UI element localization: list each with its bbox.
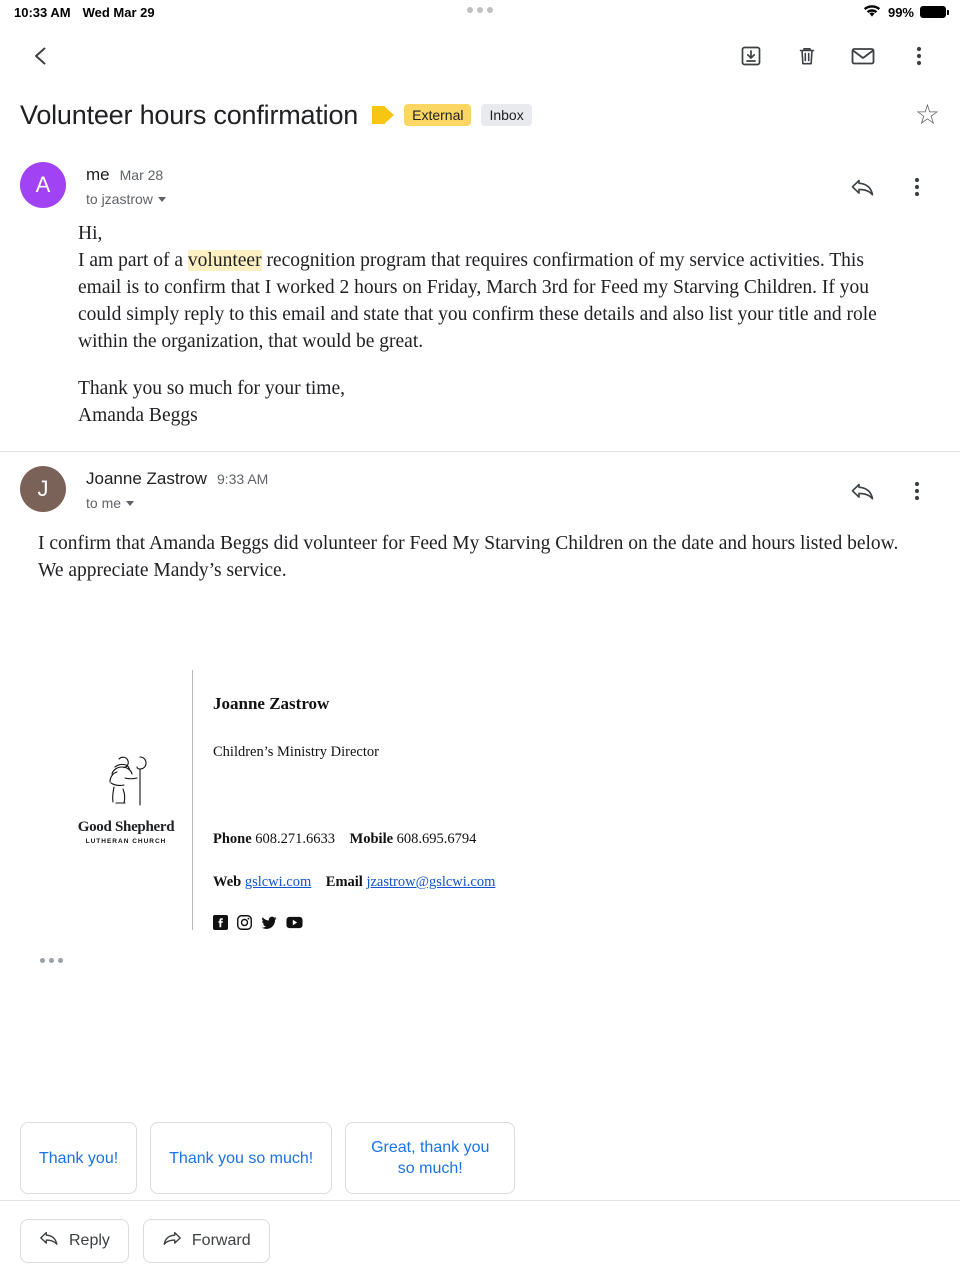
email-label: Email	[325, 874, 363, 890]
forward-button[interactable]	[143, 1219, 270, 1263]
reply-icon[interactable]	[840, 468, 886, 514]
status-date: Wed Mar 29	[82, 4, 155, 20]
church-subtitle: LUTHERAN CHURCH	[85, 838, 167, 845]
message-first	[0, 148, 960, 451]
more-options-icon[interactable]	[894, 164, 940, 210]
message-header	[20, 452, 940, 514]
mobile-label: Mobile	[349, 831, 394, 847]
reply-button[interactable]	[20, 1219, 129, 1263]
signature-phones	[213, 831, 495, 848]
email-signature	[70, 670, 940, 930]
recipients-label: to jzastrow	[86, 191, 153, 207]
label-external[interactable]: External	[404, 104, 471, 126]
label-inbox[interactable]: Inbox	[481, 104, 531, 126]
message-time: 9:33 AM	[216, 471, 269, 487]
reply-icon	[39, 1230, 59, 1252]
twitter-icon[interactable]	[261, 916, 277, 930]
avatar[interactable]: J	[20, 466, 66, 512]
forward-label: Forward	[191, 1231, 251, 1249]
church-name: Good Shepherd	[77, 819, 175, 835]
more-options-icon[interactable]	[894, 468, 940, 514]
chevron-down-icon	[126, 501, 134, 506]
recipients-toggle[interactable]	[86, 191, 166, 207]
action-bar	[0, 24, 960, 88]
status-bar	[0, 0, 960, 24]
signature-name: Joanne Zastrow	[213, 694, 330, 713]
signature-title: Children’s Ministry Director	[213, 744, 379, 760]
phone-label: Phone	[213, 831, 252, 847]
signature-web-email	[213, 874, 495, 891]
chevron-down-icon	[158, 197, 166, 202]
more-options-icon[interactable]	[896, 33, 942, 79]
mark-unread-icon[interactable]	[840, 33, 886, 79]
important-marker-icon[interactable]	[372, 106, 394, 124]
instagram-icon[interactable]	[237, 915, 252, 930]
youtube-icon[interactable]	[286, 916, 303, 929]
trash-icon[interactable]	[784, 33, 830, 79]
church-logo	[70, 670, 182, 930]
recipients-label: to me	[86, 495, 122, 511]
smart-reply-row	[0, 1122, 960, 1194]
wifi-icon	[862, 3, 882, 21]
battery-percent: 99%	[887, 4, 914, 20]
status-time: 10:33 AM	[14, 4, 71, 20]
reply-label: Reply	[69, 1231, 110, 1249]
email-link[interactable]: jzastrow@gslcwi.com	[366, 874, 496, 890]
status-center-dots	[467, 7, 493, 13]
recipients-toggle[interactable]	[86, 495, 268, 511]
signature-social-links	[213, 915, 495, 930]
reply-icon[interactable]	[840, 164, 886, 210]
body-signoff-name: Amanda Beggs	[78, 405, 198, 426]
message-body	[20, 210, 940, 451]
smart-reply-2[interactable]: Thank you so much!	[150, 1122, 332, 1194]
highlighted-term: volunteer	[187, 250, 262, 271]
shepherd-illustration-icon	[95, 751, 157, 817]
message-body: I confirm that Amanda Beggs did volunteer for Feed My Starving Children on the date and hours listed below. We appreciate Mandy’s service.	[38, 533, 899, 581]
star-outline-icon[interactable]: ☆	[914, 99, 940, 130]
web-label: Web	[213, 874, 242, 890]
sender-name: Joanne Zastrow	[86, 469, 207, 488]
web-link[interactable]: gslcwi.com	[244, 874, 312, 890]
show-trimmed-content-icon[interactable]	[40, 958, 66, 963]
avatar[interactable]: A	[20, 162, 66, 208]
archive-icon[interactable]	[728, 33, 774, 79]
facebook-icon[interactable]	[213, 915, 228, 930]
forward-icon	[162, 1230, 182, 1252]
message-header	[20, 148, 940, 210]
battery-icon	[920, 6, 946, 18]
back-arrow-icon[interactable]	[18, 33, 64, 79]
page-title: Volunteer hours confirmation	[20, 100, 359, 130]
sender-name: me	[86, 165, 110, 184]
message-time: Mar 28	[119, 167, 164, 183]
phone-value: 608.271.6633	[255, 831, 336, 847]
body-paragraph: I am part of a volunteer recognition program that requires confirmation of my service activities. This email is to confirm that I worked 2 hours on Friday, March 3rd for Feed my Starving Children. If you could simply reply to this email and state that you confirm these details and also list your title and role within the organization, that would be great.	[78, 250, 877, 352]
body-closing: Thank you so much for your time,	[78, 378, 345, 399]
message-second	[0, 452, 960, 963]
mobile-value: 608.695.6794	[396, 831, 477, 847]
smart-reply-1[interactable]: Thank you!	[20, 1122, 137, 1194]
bottom-action-bar	[0, 1200, 960, 1280]
body-greeting: Hi,	[78, 223, 103, 244]
subject-row	[0, 88, 960, 148]
smart-reply-3[interactable]: Great, thank you so much!	[345, 1122, 515, 1194]
